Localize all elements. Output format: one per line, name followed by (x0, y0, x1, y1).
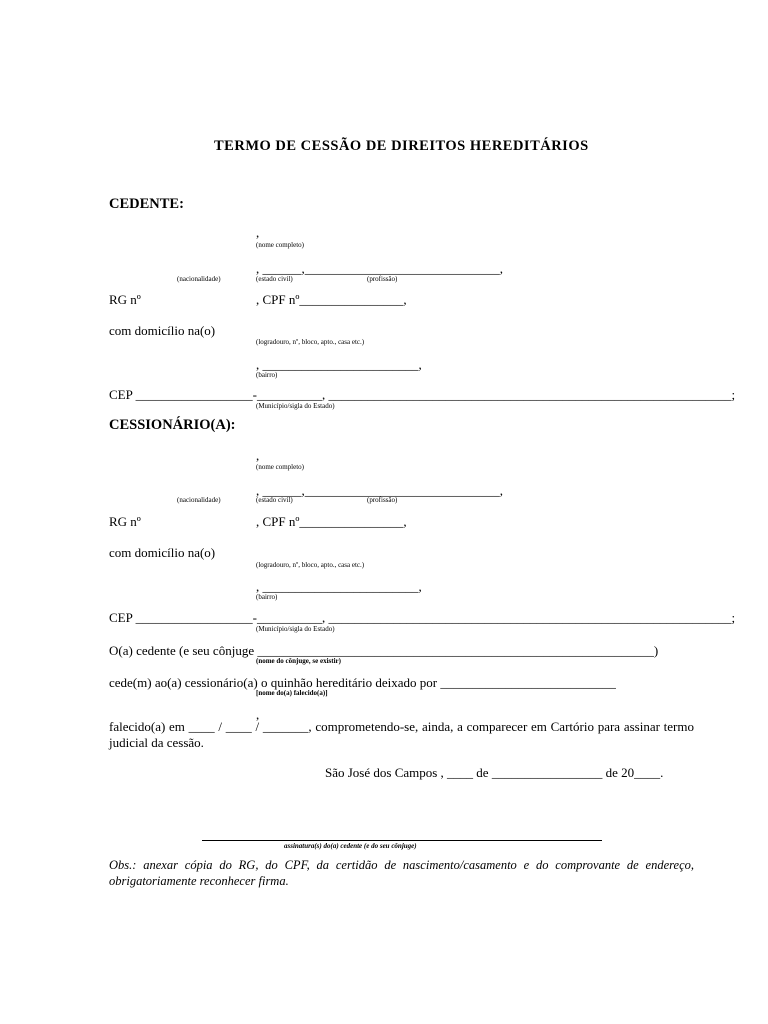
signature-hint: assinatura(s) do(a) cedente (e do seu cônjuge) (284, 842, 417, 850)
cessionario-bairro-hint: (bairro) (256, 593, 278, 601)
cessionario-rg-label: RG nº (109, 514, 141, 529)
cessionario-municipio-hint: (Município/sigla do Estado) (256, 625, 335, 633)
signature-line (202, 840, 602, 841)
cedente-municipio-hint: (Município/sigla do Estado) (256, 402, 335, 410)
cedente-profissao-hint: (profissão) (367, 275, 398, 283)
cessionario-logradouro-hint: (logradouro, nº, bloco, apto., casa etc.) (256, 561, 365, 569)
cessionario-domicilio-label: com domicílio na(o) (109, 545, 216, 560)
cedente-cpf-line: , CPF nº________________, (256, 292, 407, 307)
cessionario-nacionalidade-hint: (nacionalidade) (177, 496, 221, 504)
cedente-domicilio-label: com domicílio na(o) (109, 323, 216, 338)
falecido-comma: , (256, 707, 260, 722)
falecido-hint: [nome do(a) falecido(a)] (256, 689, 328, 697)
cedente-civil-line: , ______,______________________________, (256, 261, 503, 276)
cedente-logradouro-hint: (logradouro, nº, bloco, apto., casa etc.) (256, 338, 365, 346)
cessionario-bairro-line: , ________________________, (256, 579, 422, 594)
cedente-cep-line: CEP __________________-__________, ______________________________________________________________; (109, 387, 736, 402)
falecido-paragraph: falecido(a) em ____ / ____ / _______, comprometendo-se, ainda, a comparecer em Cartório para assinar termo judicial da cessão. (109, 719, 694, 750)
cedente-rg-label: RG nº (109, 292, 141, 307)
cessionario-estado-civil-hint: (estado civil) (256, 496, 293, 504)
conjuge-hint: (nome do cônjuge, se existir) (256, 657, 341, 665)
cedente-nacionalidade-hint: (nacionalidade) (177, 275, 221, 283)
cessionario-nome-hint: (nome completo) (256, 463, 305, 471)
conjuge-line: O(a) cedente (e seu cônjuge _____________________________________________________________) (109, 643, 659, 658)
cessionario-cpf-line: , CPF nº________________, (256, 514, 407, 529)
cessionario-name-comma: , (256, 448, 260, 463)
cedente-nome-hint: (nome completo) (256, 241, 305, 249)
cedente-name-comma: , (256, 225, 260, 240)
cede-line: cede(m) ao(a) cessionário(a) o quinhão hereditário deixado por ___________________________ (109, 675, 616, 690)
cessionario-heading: CESSIONÁRIO(A): (109, 417, 236, 433)
cessionario-profissao-hint: (profissão) (367, 496, 398, 504)
cedente-heading: CEDENTE: (109, 196, 184, 212)
cedente-bairro-line: , ________________________, (256, 357, 422, 372)
cedente-bairro-hint: (bairro) (256, 371, 278, 379)
cedente-estado-civil-hint: (estado civil) (256, 275, 293, 283)
cessionario-cep-line: CEP __________________-__________, ______________________________________________________________; (109, 610, 736, 625)
document-title: TERMO DE CESSÃO DE DIREITOS HEREDITÁRIOS (214, 138, 589, 154)
obs-note: Obs.: anexar cópia do RG, do CPF, da certidão de nascimento/casamento e do comprovante de endereço, obrigatoriamente reconhecer firma. (109, 858, 694, 888)
cessionario-civil-line: , ______,______________________________, (256, 483, 503, 498)
place-date-line: São José dos Campos , ____ de _________________ de 20____. (325, 765, 664, 780)
